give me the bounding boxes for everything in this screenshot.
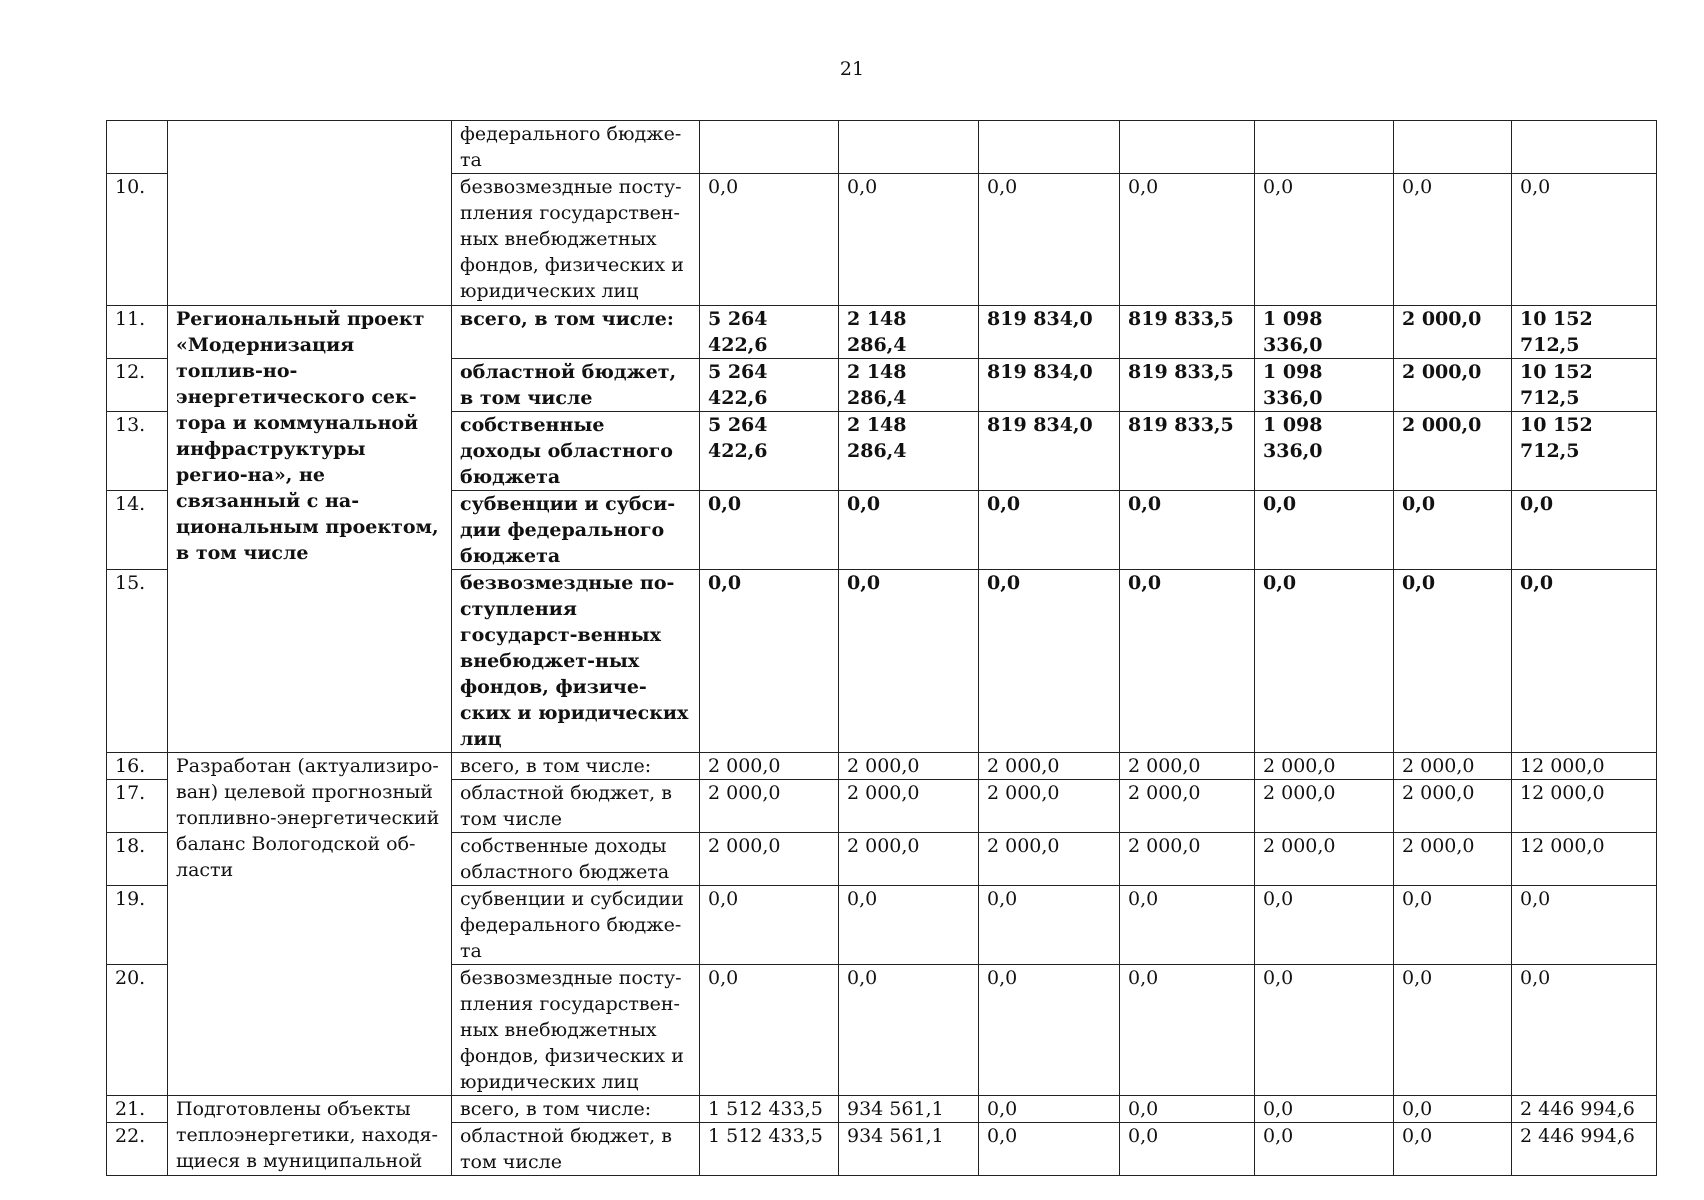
value-cell: 1 512 433,5 — [700, 1096, 839, 1123]
group-label: Разработан (актуализиро-ван) целевой прогнозный топливно-энергетический баланс Вологодской об-ласти — [168, 753, 452, 1096]
row-number — [107, 121, 168, 174]
value-cell: 0,0 — [1120, 491, 1255, 570]
value-cell: 819 834,0 — [979, 359, 1120, 412]
value-cell: 5 264 422,6 — [700, 359, 839, 412]
value-cell: 10 152 712,5 — [1512, 412, 1657, 491]
value-cell: 0,0 — [979, 570, 1120, 753]
value-cell: 1 512 433,5 — [700, 1123, 839, 1176]
value-cell: 0,0 — [700, 570, 839, 753]
value-cell — [1255, 121, 1394, 174]
value-cell: 0,0 — [1255, 570, 1394, 753]
page-number: 21 — [839, 58, 865, 80]
value-cell: 2 148 286,4 — [839, 359, 979, 412]
value-cell: 2 000,0 — [1394, 780, 1512, 833]
value-cell: 0,0 — [1394, 1123, 1512, 1176]
value-cell: 12 000,0 — [1512, 753, 1657, 780]
funding-source: всего, в том числе: — [452, 753, 700, 780]
funding-source: всего, в том числе: — [452, 306, 700, 359]
value-cell — [1120, 121, 1255, 174]
row-number: 14. — [107, 491, 168, 570]
value-cell: 2 000,0 — [839, 780, 979, 833]
value-cell: 5 264 422,6 — [700, 412, 839, 491]
value-cell: 2 000,0 — [1120, 833, 1255, 886]
row-number: 10. — [107, 174, 168, 306]
table-row — [107, 306, 1657, 359]
row-number: 12. — [107, 359, 168, 412]
funding-source: собственные доходы областного бюджета — [452, 412, 700, 491]
value-cell: 0,0 — [1394, 174, 1512, 306]
value-cell: 2 000,0 — [1120, 780, 1255, 833]
value-cell: 2 000,0 — [979, 780, 1120, 833]
funding-source: субвенции и субси-дии федерального бюджета — [452, 491, 700, 570]
value-cell: 0,0 — [1255, 1096, 1394, 1123]
value-cell: 1 098 336,0 — [1255, 306, 1394, 359]
budget-table — [106, 120, 1657, 1176]
value-cell: 2 000,0 — [700, 753, 839, 780]
value-cell: 0,0 — [1255, 965, 1394, 1096]
value-cell: 2 000,0 — [1394, 833, 1512, 886]
table-row — [107, 1096, 1657, 1123]
value-cell: 934 561,1 — [839, 1096, 979, 1123]
value-cell: 0,0 — [700, 174, 839, 306]
value-cell: 2 000,0 — [1394, 753, 1512, 780]
value-cell: 0,0 — [839, 570, 979, 753]
funding-source: безвозмездные посту-пления государствен-ных внебюджетных фондов, физических и юридических лиц — [452, 965, 700, 1096]
funding-source: областной бюджет, в том числе — [452, 780, 700, 833]
row-number: 16. — [107, 753, 168, 780]
value-cell: 934 561,1 — [839, 1123, 979, 1176]
value-cell: 2 000,0 — [1255, 753, 1394, 780]
value-cell: 2 000,0 — [700, 780, 839, 833]
row-number: 15. — [107, 570, 168, 753]
row-number: 20. — [107, 965, 168, 1096]
value-cell: 2 000,0 — [839, 833, 979, 886]
value-cell — [1394, 121, 1512, 174]
value-cell — [839, 121, 979, 174]
value-cell: 0,0 — [1120, 965, 1255, 1096]
value-cell: 0,0 — [979, 1123, 1120, 1176]
value-cell: 0,0 — [1120, 886, 1255, 965]
value-cell: 0,0 — [1512, 491, 1657, 570]
value-cell: 0,0 — [1394, 570, 1512, 753]
group-label: Подготовлены объекты теплоэнергетики, находя-щиеся в муниципальной — [168, 1096, 452, 1176]
value-cell: 0,0 — [1255, 491, 1394, 570]
value-cell: 0,0 — [1394, 491, 1512, 570]
value-cell: 0,0 — [839, 965, 979, 1096]
value-cell: 0,0 — [979, 886, 1120, 965]
value-cell — [979, 121, 1120, 174]
value-cell: 0,0 — [1255, 886, 1394, 965]
row-number: 19. — [107, 886, 168, 965]
value-cell: 10 152 712,5 — [1512, 359, 1657, 412]
value-cell: 2 000,0 — [1120, 753, 1255, 780]
value-cell: 1 098 336,0 — [1255, 412, 1394, 491]
value-cell: 10 152 712,5 — [1512, 306, 1657, 359]
value-cell: 0,0 — [979, 965, 1120, 1096]
row-number: 11. — [107, 306, 168, 359]
value-cell: 1 098 336,0 — [1255, 359, 1394, 412]
value-cell: 2 000,0 — [979, 833, 1120, 886]
value-cell: 0,0 — [1394, 965, 1512, 1096]
value-cell: 0,0 — [1512, 174, 1657, 306]
value-cell: 0,0 — [1394, 1096, 1512, 1123]
value-cell: 0,0 — [979, 1096, 1120, 1123]
value-cell: 2 148 286,4 — [839, 306, 979, 359]
value-cell: 0,0 — [1120, 1096, 1255, 1123]
value-cell: 0,0 — [839, 174, 979, 306]
row-number: 22. — [107, 1123, 168, 1176]
value-cell: 0,0 — [1255, 174, 1394, 306]
value-cell: 819 833,5 — [1120, 359, 1255, 412]
value-cell: 0,0 — [1120, 570, 1255, 753]
value-cell: 819 833,5 — [1120, 306, 1255, 359]
row-number: 21. — [107, 1096, 168, 1123]
table-row — [107, 753, 1657, 780]
funding-source: безвозмездные по-ступления государст-венных внебюджет-ных фондов, физиче-ских и юридических лиц — [452, 570, 700, 753]
group-label: Региональный проект «Модернизация топлив-но-энергетического сек-тора и коммунальной инфраструктуры регио-на», не связанный с на-циональным проектом, в том числе — [168, 306, 452, 753]
row-number: 17. — [107, 780, 168, 833]
value-cell: 0,0 — [1120, 174, 1255, 306]
row-number: 18. — [107, 833, 168, 886]
value-cell: 2 000,0 — [1255, 780, 1394, 833]
value-cell: 0,0 — [700, 965, 839, 1096]
funding-source: всего, в том числе: — [452, 1096, 700, 1123]
funding-source: федерального бюдже-та — [452, 121, 700, 174]
value-cell: 819 834,0 — [979, 306, 1120, 359]
funding-source: областной бюджет, в том числе — [452, 359, 700, 412]
value-cell: 12 000,0 — [1512, 780, 1657, 833]
value-cell: 0,0 — [700, 491, 839, 570]
value-cell: 0,0 — [1394, 886, 1512, 965]
value-cell: 0,0 — [839, 491, 979, 570]
funding-source: областной бюджет, в том числе — [452, 1123, 700, 1176]
value-cell: 0,0 — [700, 886, 839, 965]
value-cell: 0,0 — [839, 886, 979, 965]
value-cell: 2 446 994,6 — [1512, 1096, 1657, 1123]
value-cell: 5 264 422,6 — [700, 306, 839, 359]
value-cell: 0,0 — [979, 174, 1120, 306]
value-cell — [700, 121, 839, 174]
value-cell: 2 000,0 — [1255, 833, 1394, 886]
group-label — [168, 121, 452, 306]
value-cell: 2 000,0 — [979, 753, 1120, 780]
row-number: 13. — [107, 412, 168, 491]
value-cell: 2 148 286,4 — [839, 412, 979, 491]
value-cell: 2 000,0 — [1394, 306, 1512, 359]
funding-source: собственные доходы областного бюджета — [452, 833, 700, 886]
value-cell: 12 000,0 — [1512, 833, 1657, 886]
table-body — [107, 121, 1657, 1176]
value-cell: 2 000,0 — [1394, 412, 1512, 491]
value-cell: 819 834,0 — [979, 412, 1120, 491]
value-cell: 819 833,5 — [1120, 412, 1255, 491]
value-cell: 0,0 — [1512, 965, 1657, 1096]
value-cell: 0,0 — [1120, 1123, 1255, 1176]
value-cell: 0,0 — [1255, 1123, 1394, 1176]
funding-source: безвозмездные посту-пления государствен-ных внебюджетных фондов, физических и юридических лиц — [452, 174, 700, 306]
value-cell: 2 000,0 — [1394, 359, 1512, 412]
value-cell: 0,0 — [1512, 570, 1657, 753]
value-cell: 2 000,0 — [700, 833, 839, 886]
funding-source: субвенции и субсидии федерального бюдже-та — [452, 886, 700, 965]
table-row — [107, 121, 1657, 174]
value-cell — [1512, 121, 1657, 174]
value-cell: 2 446 994,6 — [1512, 1123, 1657, 1176]
value-cell: 2 000,0 — [839, 753, 979, 780]
value-cell: 0,0 — [1512, 886, 1657, 965]
value-cell: 0,0 — [979, 491, 1120, 570]
